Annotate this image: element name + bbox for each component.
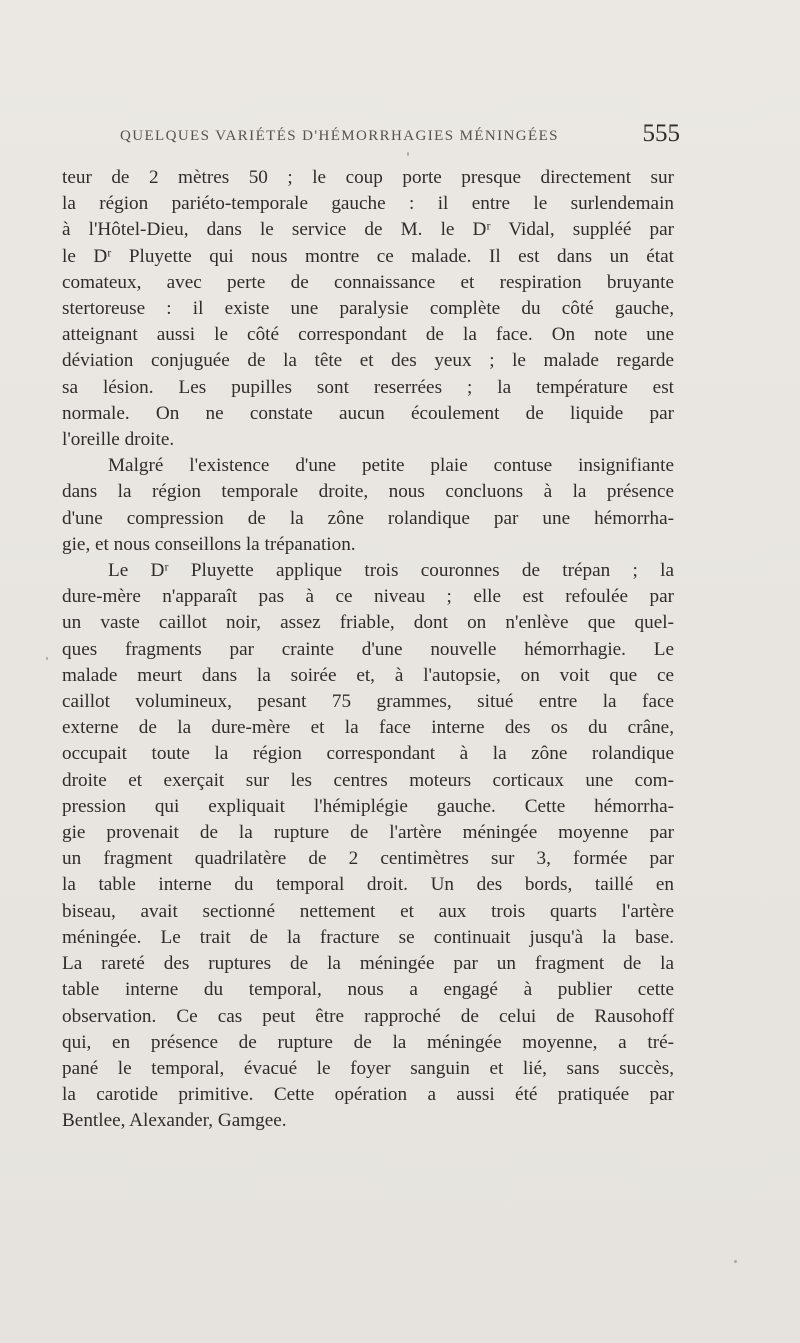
text-line: Le Dʳ Pluyette applique trois couronnes de trépan ; la [108,560,674,582]
paragraph-3 [62,558,674,1134]
text-line: ques fragments par crainte d'une nouvelle hémorrhagie. Le [62,638,674,660]
text-line: biseau, avait sectionné nettement et aux trois quarts l'artère [62,900,674,922]
text-line: la carotide primitive. Cette opération a aussi été pratiquée par [62,1084,674,1106]
text-line: la table interne du temporal droit. Un des bords, taillé en [62,874,674,896]
text-line: caillot volumineux, pesant 75 grammes, situé entre la face [62,691,674,713]
text-line: normale. On ne constate aucun écoulement de liquide par [62,402,674,424]
text-line: le Dʳ Pluyette qui nous montre ce malade. Il est dans un état [62,245,674,267]
text-line: d'une compression de la zône rolandique par une hémorrha- [62,507,674,529]
text-line: occupait toute la région correspondant à la zône rolandique [62,743,674,765]
text-line: malade meurt dans la soirée et, à l'autopsie, on voit que ce [62,664,674,686]
paragraph-1 [62,165,674,453]
paper-speck [734,1260,737,1263]
body-text [62,165,674,1135]
text-line: qui, en présence de rupture de la méningée moyenne, a tré- [62,1031,674,1053]
text-line: sa lésion. Les pupilles sont reserrées ; la température est [62,376,674,398]
text-line: comateux, avec perte de connaissance et respiration bruyante [62,271,674,293]
text-line: atteignant aussi le côté correspondant de la face. On note une [62,324,674,346]
text-line: pression qui expliquait l'hémiplégie gauche. Cette hémorrha- [62,795,674,817]
paper-speck [407,152,409,156]
text-line: pané le temporal, évacué le foyer sanguin et lié, sans succès, [62,1057,674,1079]
text-line: droite et exerçait sur les centres moteurs corticaux une com- [62,769,674,791]
text-line: teur de 2 mètres 50 ; le coup porte presque directement sur [62,167,674,188]
page-number: 555 [642,120,680,147]
paragraph-2 [62,453,674,558]
text-line: table interne du temporal, nous a engagé à publier cette [62,979,674,1001]
text-line: Malgré l'existence d'une petite plaie contuse insignifiante [108,455,674,477]
text-line: gie, et nous conseillons la trépanation. [62,533,356,555]
text-line: externe de la dure-mère et la face interne des os du crâne, [62,717,674,739]
running-head [60,120,680,154]
text-line: observation. Ce cas peut être rapproché de celui de Rausohoff [62,1005,674,1027]
paper-speck [46,657,48,660]
text-line: à l'Hôtel-Dieu, dans le service de M. le Dʳ Vidal, suppléé par [62,219,674,241]
text-line: La rareté des ruptures de la méningée par un fragment de la [62,953,674,975]
text-line: la région pariéto-temporale gauche : il entre le surlendemain [62,193,674,215]
text-line: l'oreille droite. [62,429,175,451]
text-line: un vaste caillot noir, assez friable, dont on n'enlève que quel- [62,612,674,634]
text-line: dans la région temporale droite, nous concluons à la présence [62,481,674,503]
text-line: méningée. Le trait de la fracture se continuait jusqu'à la base. [62,926,674,948]
running-title: QUELQUES VARIÉTÉS D'HÉMORRHAGIES MÉNINGÉES [120,128,559,144]
text-line: déviation conjuguée de la tête et des yeux ; le malade regarde [62,350,674,372]
text-line: un fragment quadrilatère de 2 centimètres sur 3, formée par [62,848,674,870]
text-line: stertoreuse : il existe une paralysie complète du côté gauche, [62,298,674,320]
text-line: Bentlee, Alexander, Gamgee. [62,1110,287,1132]
text-line: gie provenait de la rupture de l'artère méningée moyenne par [62,822,674,844]
text-line: dure-mère n'apparaît pas à ce niveau ; elle est refoulée par [62,586,674,608]
